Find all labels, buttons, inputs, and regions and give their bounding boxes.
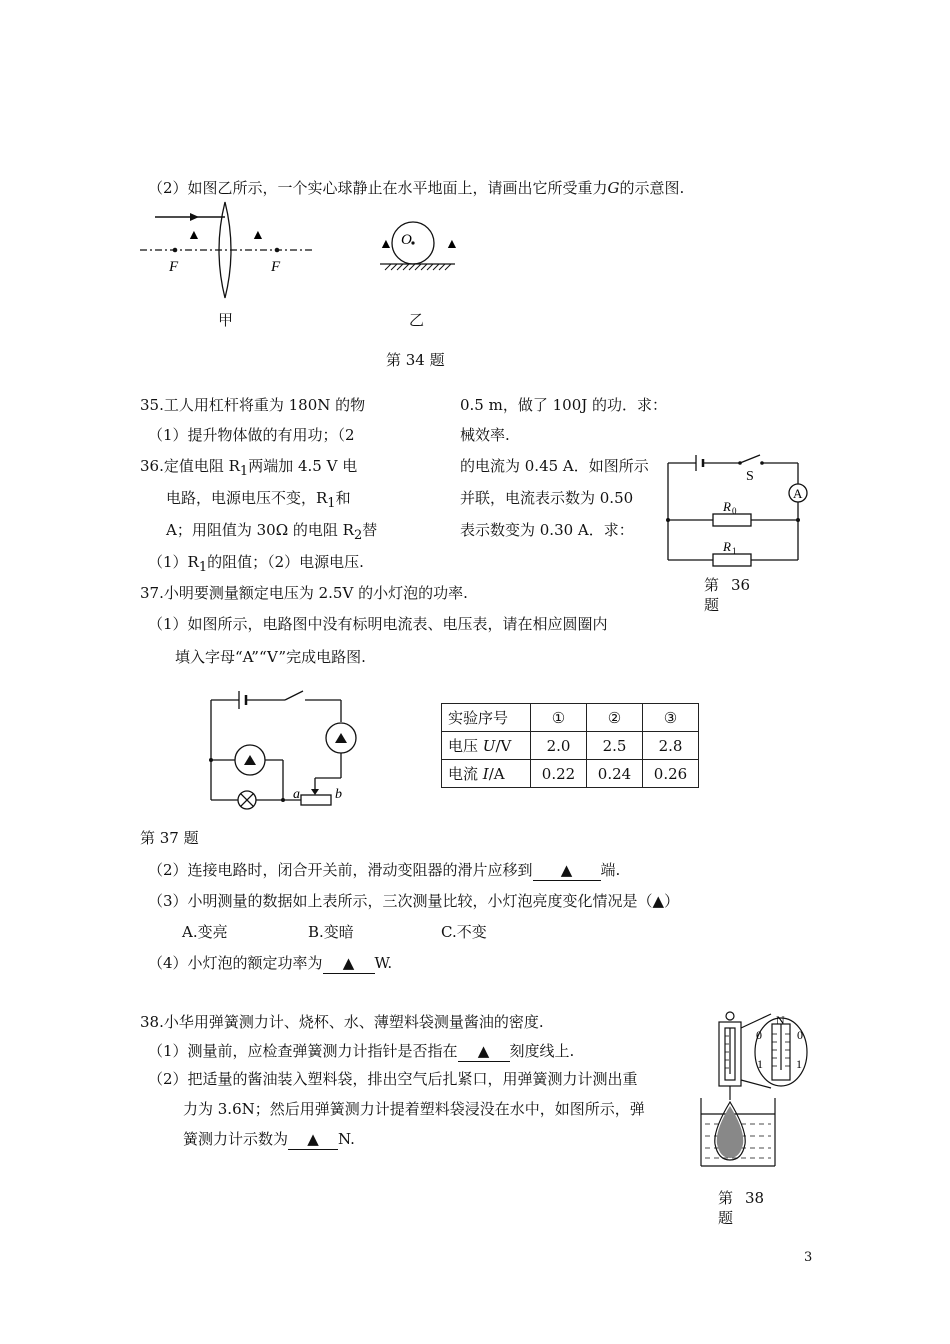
fig-yi-caption: 乙 — [409, 311, 425, 329]
table-row: 实验序号 ① ② ③ — [442, 704, 699, 732]
q36-line4: $(1)R_1$的阻值；（2）电源电压. — [148, 553, 364, 575]
q37-part3: （3）小明测量的数据如上表所示，三次测量比较，小灯泡亮度变化情况是（▲） — [148, 892, 680, 910]
slider-end-a: a — [293, 787, 300, 802]
circuit-q36 — [660, 448, 810, 568]
q35-line2a: （1）提升物体做的有用功；（2 — [148, 426, 355, 444]
fig-jia-caption: 甲 — [218, 311, 234, 329]
q35-line1a: 35.工人用杠杆将重为 180N 的物 — [140, 396, 366, 414]
circuit-q37 — [205, 682, 365, 812]
q37-line2: （1）如图所示，电路图中没有标明电流表、电压表，请在相应圆圈内 — [148, 615, 608, 633]
q38-caption-a: 第 — [718, 1189, 734, 1207]
q37-line3: 填入字母“A”“V”完成电路图. — [175, 648, 366, 666]
spring-scale-diagram — [695, 1010, 815, 1170]
q38-line1: 38.小华用弹簧测力计、烧杯、水、薄塑料袋测量酱油的密度. — [140, 1013, 544, 1031]
focus-label-left: F — [169, 259, 179, 275]
ball-diagram-yi — [375, 222, 465, 272]
q36-caption-b: 36 — [731, 576, 751, 594]
table-row: 电压 U/V 2.0 2.5 2.8 — [442, 732, 699, 760]
center-label: O — [401, 232, 412, 248]
r1-sub: 1 — [732, 546, 737, 556]
q38-caption-b: 38 — [745, 1189, 765, 1207]
answer-marker: ▲ — [379, 237, 393, 252]
q36-line3a: A；用阻值为 30Ω 的电阻 $R_2$替 — [166, 521, 378, 543]
scale-zero-right: 0 — [797, 1028, 803, 1042]
q35-line1b: 0.5 m，做了 100J 的功．求： — [460, 396, 668, 414]
table-row: 电流 I/A 0.22 0.24 0.26 — [442, 760, 699, 788]
answer-marker: ▲ — [187, 228, 201, 243]
focus-label-right: F — [271, 259, 281, 275]
option-a: A.变亮 — [182, 923, 228, 941]
r0-label: R — [723, 499, 731, 514]
q35-line2b: 械效率. — [460, 426, 510, 444]
switch-label: S — [746, 469, 754, 484]
page-number: 3 — [804, 1250, 813, 1265]
q37-part4: （4）小灯泡的额定功率为 ▲ W. — [148, 954, 393, 972]
answer-blank: ▲ — [458, 1041, 510, 1062]
r1-label: R — [723, 539, 731, 554]
scale-one-left: 1 — [757, 1057, 763, 1071]
answer-blank: ▲ — [323, 953, 375, 974]
q37-line1: 37.小明要测量额定电压为 2.5V 的小灯泡的功率. — [140, 584, 468, 602]
q38-part2-line1: （2）把适量的酱油装入塑料袋，排出空气后扎紧口，用弹簧测力计测出重 — [148, 1070, 638, 1088]
q34-caption: 第 34 题 — [386, 351, 445, 369]
ammeter-label: A — [793, 486, 803, 501]
scale-unit: N — [776, 1013, 785, 1027]
q36-line2d: 并联，电流表示数为 0.50 — [460, 489, 634, 507]
scale-zero-left: 0 — [756, 1028, 762, 1042]
option-b: B.变暗 — [308, 923, 354, 941]
q38-part2-line3: 簧测力计示数为 ▲ N. — [183, 1130, 355, 1148]
answer-blank: ▲ — [533, 860, 601, 881]
q36-line1d: 的电流为 0.45 A．如图所示 — [460, 457, 649, 475]
q38-part1: （1）测量前，应检查弹簧测力计指针是否指在 ▲ 刻度线上. — [148, 1042, 575, 1060]
q34-part2: （2）如图乙所示，一个实心球静止在水平地面上，请画出它所受重力G的示意图. — [148, 179, 685, 197]
data-table — [441, 703, 699, 788]
q36-line1a: 36.定值电阻 $R_1$两端加 4.5 V 电 — [140, 457, 358, 479]
slider-end-b: b — [335, 787, 342, 802]
answer-marker: ▲ — [445, 237, 459, 252]
q38-caption-c: 题 — [718, 1209, 734, 1227]
q38-part2-line2: 力为 3.6N；然后用弹簧测力计提着塑料袋浸没在水中，如图所示，弹 — [183, 1100, 645, 1118]
scale-one-right: 1 — [796, 1057, 802, 1071]
q36-caption-a: 第 — [704, 576, 720, 594]
q37-caption: 第 37 题 — [140, 829, 199, 847]
answer-blank: ▲ — [288, 1129, 338, 1150]
q36-line3d: 表示数变为 0.30 A．求： — [460, 521, 634, 539]
q36-line2a: 电路，电源电压不变，$R_1$和 — [166, 489, 351, 511]
option-c: C.不变 — [441, 923, 487, 941]
q37-part2: （2）连接电路时，闭合开关前，滑动变阻器的滑片应移到 ▲ 端. — [148, 861, 621, 879]
answer-marker: ▲ — [251, 228, 265, 243]
q36-caption-c: 题 — [704, 596, 720, 614]
r0-sub: 0 — [732, 506, 737, 516]
